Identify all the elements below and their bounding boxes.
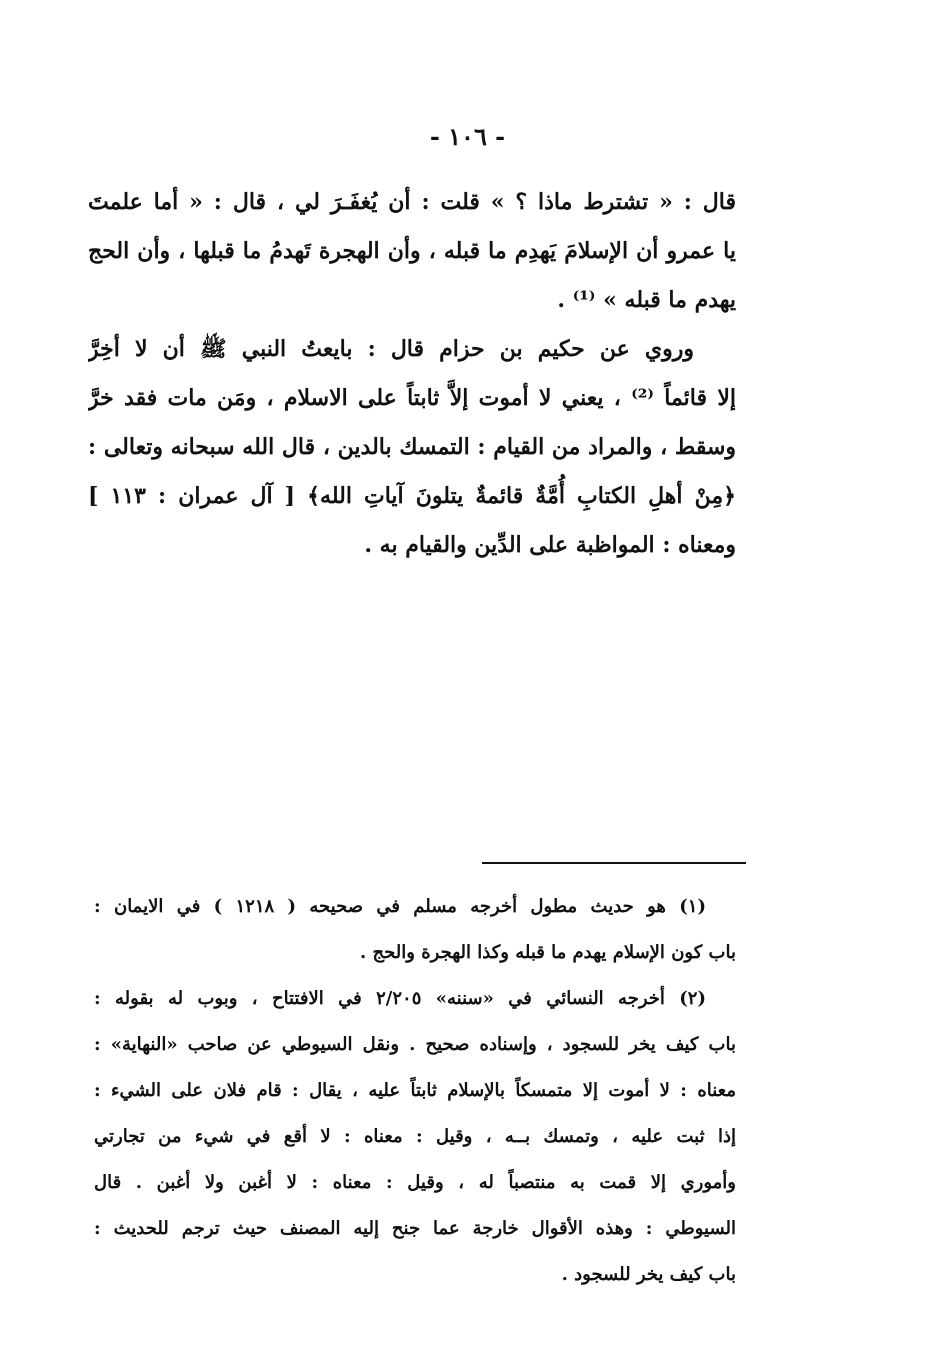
footnote-line: باب كون الإسلام يهدم ما قبله وكذا الهجرة والحج . bbox=[360, 942, 736, 963]
body-line: ومعناه : المواظبة على الدِّين والقيام به . bbox=[364, 532, 736, 558]
footnote-line: وأموري إلا قمت به منتصباً له ، وقيل : معناه : لا أغبن ولا أغبن . قال bbox=[94, 1172, 736, 1193]
body-line: وروي عن حكيم بن حزام قال : بايعتُ النبي ﷺ أن لا أخِرَّ bbox=[88, 336, 694, 362]
footnote-line: إذا ثبت عليه ، وتمسك بــه ، وقيل : معناه : لا أقع في شيء من تجارتي bbox=[94, 1126, 736, 1147]
quran-quote-line: ﴿مِنْ أهلِ الكتابِ أُمَّةٌ قائمةٌ يتلونَ آياتِ الله﴾ [ آل عمران : ١١٣ ] bbox=[88, 483, 736, 509]
footnote-line: (٢) أخرجه النسائي في «سننه» ٢/٢٠٥ في الافتتاح ، وبوب له بقوله : bbox=[94, 988, 706, 1009]
body-line: يهدم ما قبله » ⁽¹⁾ . bbox=[557, 287, 736, 313]
body-line: إلا قائماً ⁽²⁾ ، يعني لا أموت إلاَّ ثابتاً على الاسلام ، ومَن مات فقد خرَّ bbox=[88, 385, 736, 411]
body-line: قال : « تشترط ماذا ؟ » قلت : أن يُغفَـرَ لي ، قال : « أما علمتَ bbox=[88, 189, 736, 215]
footnote-line: باب كيف يخر للسجود ، وإسناده صحيح . ونقل السيوطي عن صاحب «النهاية» : bbox=[94, 1034, 736, 1055]
body-line: وسقط ، والمراد من القيام : التمسك بالدين ، قال الله سبحانه وتعالى : bbox=[88, 434, 736, 460]
footnote-line: معناه : لا أموت إلا متمسكاً بالإسلام ثابتاً عليه ، يقال : قام فلان على الشيء : bbox=[94, 1080, 736, 1101]
footnote-line: السيوطي : وهذه الأقوال خارجة عما جنح إليه المصنف حيث ترجم للحديث : bbox=[94, 1218, 736, 1239]
footnote-divider bbox=[482, 862, 746, 864]
page-number: - ١٠٦ - bbox=[429, 122, 506, 151]
footnote-line: (١) هو حديث مطول أخرجه مسلم في صحيحه ( ١٢١٨ ) في الايمان : bbox=[94, 896, 706, 917]
body-line: يا عمرو أن الإسلامَ يَهدِم ما قبله ، وأن الهجرة تَهدمُ ما قبلها ، وأن الحج bbox=[88, 238, 736, 264]
footnotes bbox=[94, 884, 736, 1298]
main-text bbox=[88, 178, 736, 570]
footnote-line: باب كيف يخر للسجود . bbox=[561, 1264, 736, 1285]
